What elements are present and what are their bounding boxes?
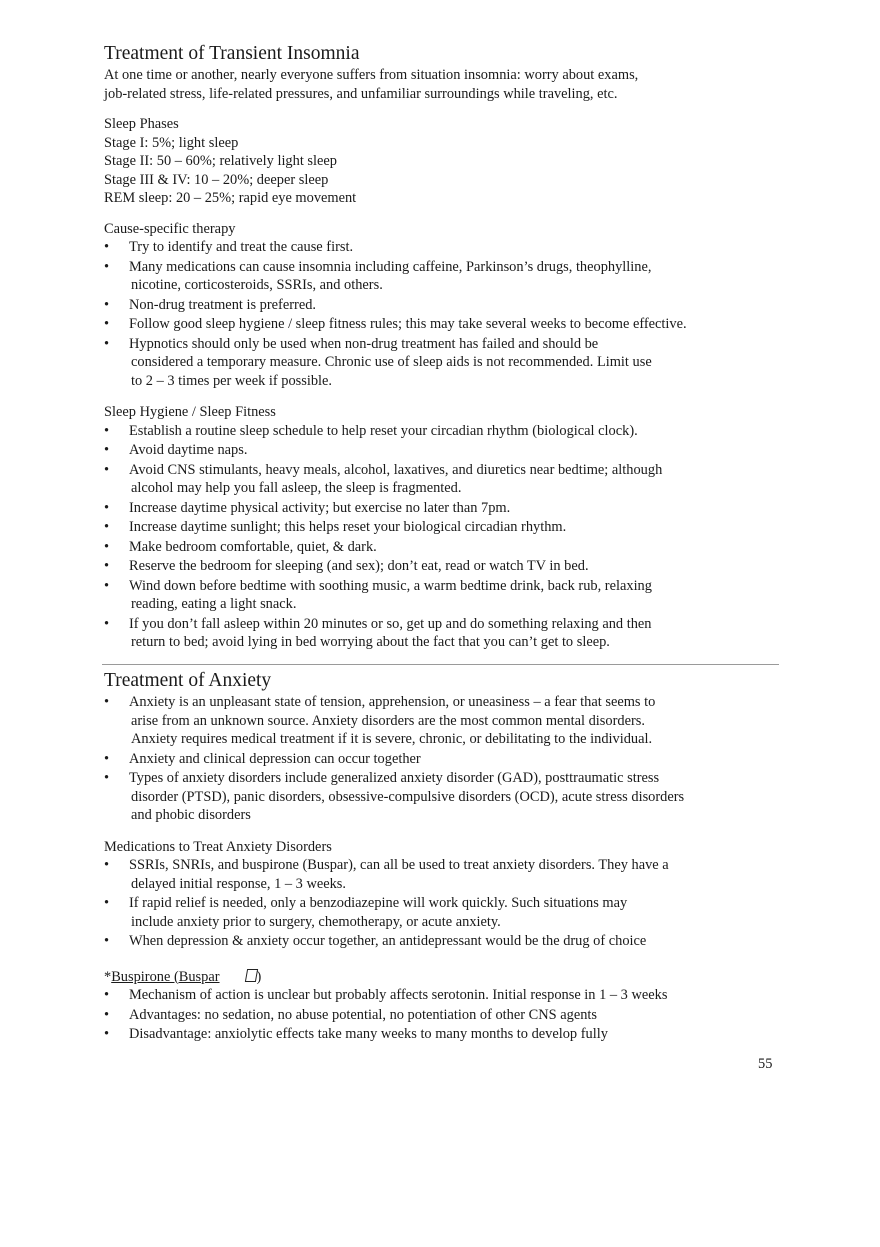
- list-item: • If you don’t fall asleep within 20 minutes or so, get up and do something relaxing and then return to bed; avoid lying in bed worrying about the fact that you can’t get to sleep.: [104, 615, 780, 652]
- sleep-hygiene-heading: Sleep Hygiene / Sleep Fitness: [104, 404, 276, 420]
- list-item: • SSRIs, SNRIs, and buspirone (Buspar), can all be used to treat anxiety disorders. They have a delayed initial response, 1 – 3 weeks.: [104, 856, 780, 893]
- list-item: • Anxiety is an unpleasant state of tension, apprehension, or uneasiness – a fear that seems to arise from an unknown source. Anxiety disorders are the most common mental disorders. Anxiety requires medical treatment if it is severe, chronic, or debilitating to the individual.: [104, 693, 780, 749]
- insomnia-intro-line1: At one time or another, nearly everyone suffers from situation insomnia: worry about exams,: [104, 67, 639, 83]
- anxiety-meds-list: [104, 856, 780, 951]
- list-item: • Establish a routine sleep schedule to help reset your circadian rhythm (biological clock).: [104, 422, 780, 441]
- list-item: • Follow good sleep hygiene / sleep fitness rules; this may take several weeks to become effective.: [104, 315, 780, 334]
- list-item: • If rapid relief is needed, only a benzodiazepine will work quickly. Such situations may include anxiety prior to surgery, chemotherapy, or acute anxiety.: [104, 894, 780, 931]
- page-number: 55: [758, 1056, 773, 1072]
- sleep-phase: Stage I: 5%; light sleep: [104, 134, 239, 151]
- list-item: • Non-drug treatment is preferred.: [104, 296, 780, 315]
- list-item: • When depression & anxiety occur together, an antidepressant would be the drug of choice: [104, 932, 780, 951]
- sleep-hygiene-list: [104, 422, 780, 652]
- list-item: • Mechanism of action is unclear but probably affects serotonin. Initial response in 1 – 3 weeks: [104, 986, 780, 1005]
- sleep-phases-heading: Sleep Phases: [104, 116, 179, 132]
- insomnia-title: Treatment of Transient Insomnia: [104, 43, 360, 64]
- list-item: • Try to identify and treat the cause first.: [104, 238, 780, 257]
- anxiety-meds-heading: Medications to Treat Anxiety Disorders: [104, 838, 332, 855]
- section-divider: [102, 664, 779, 665]
- list-item: • Increase daytime sunlight; this helps reset your biological circadian rhythm.: [104, 518, 780, 537]
- sleep-phase: Stage II: 50 – 60%; relatively light sleep: [104, 153, 337, 169]
- cause-therapy-list: [104, 238, 780, 390]
- list-item: • Increase daytime physical activity; but exercise no later than 7pm.: [104, 499, 780, 518]
- sleep-phase: REM sleep: 20 – 25%; rapid eye movement: [104, 190, 357, 206]
- list-item: • Wind down before bedtime with soothing music, a warm bedtime drink, back rub, relaxing reading, eating a light snack.: [104, 577, 780, 614]
- note-icon: [244, 969, 257, 982]
- insomnia-intro-line2: job-related stress, life-related pressures, and unfamiliar surroundings while traveling, etc.: [104, 85, 618, 102]
- anxiety-title: Treatment of Anxiety: [104, 670, 272, 691]
- list-item: • Avoid daytime naps.: [104, 441, 780, 460]
- list-item: • Disadvantage: anxiolytic effects take many weeks to many months to develop fully: [104, 1025, 780, 1044]
- list-item: • Reserve the bedroom for sleeping (and sex); don’t eat, read or watch TV in bed.: [104, 557, 780, 576]
- anxiety-section: [104, 669, 780, 1045]
- sleep-phase: Stage III & IV: 10 – 20%; deeper sleep: [104, 171, 329, 188]
- buspirone-list: [104, 986, 780, 1044]
- list-item: • Advantages: no sedation, no abuse potential, no potentiation of other CNS agents: [104, 1006, 780, 1025]
- list-item: • Avoid CNS stimulants, heavy meals, alcohol, laxatives, and diuretics near bedtime; although alcohol may help you fall asleep, the sleep is fragmented.: [104, 461, 780, 498]
- anxiety-list: [104, 693, 780, 825]
- list-item: • Anxiety and clinical depression can occur together: [104, 750, 780, 769]
- list-item: • Many medications can cause insomnia including caffeine, Parkinson’s drugs, theophylline, nicotine, corticosteroids, SSRIs, and others.: [104, 258, 780, 295]
- list-item: • Make bedroom comfortable, quiet, & dark.: [104, 538, 780, 557]
- insomnia-section: [104, 42, 780, 653]
- cause-therapy-heading: Cause-specific therapy: [104, 220, 236, 237]
- list-item: • Types of anxiety disorders include generalized anxiety disorder (GAD), posttraumatic stress disorder (PTSD), panic disorders, obsessive-compulsive disorders (OCD), acute stress disorders and phobic disorders: [104, 769, 780, 825]
- list-item: • Hypnotics should only be used when non-drug treatment has failed and should be considered a temporary measure. Chronic use of sleep aids is not recommended. Limit use to 2 – 3 times per week if possible.: [104, 335, 780, 391]
- buspirone-heading: *Buspirone (Buspar ): [104, 968, 262, 985]
